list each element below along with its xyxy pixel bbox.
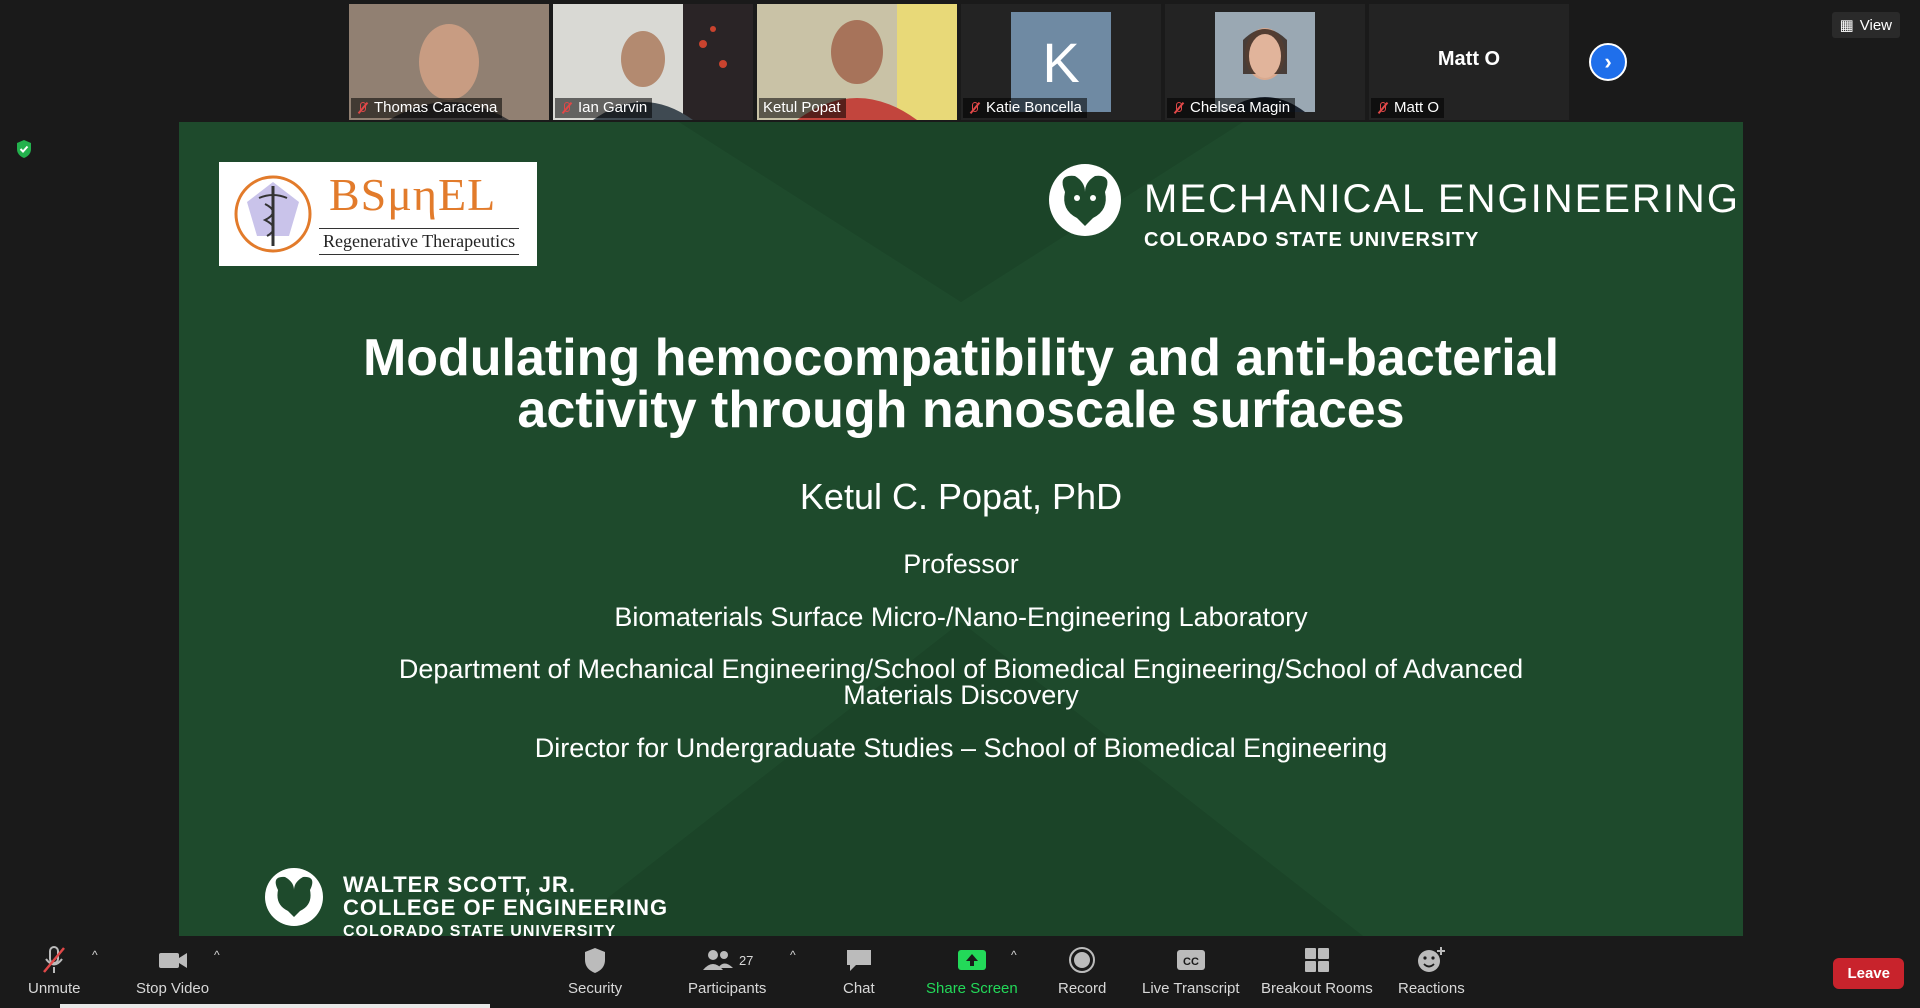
participants-button[interactable]: 27 Participants	[688, 944, 766, 997]
audio-options-caret[interactable]: ^	[92, 948, 98, 962]
mic-muted-icon	[355, 101, 369, 115]
csu-ram-logo-icon	[263, 866, 325, 928]
author-department: Department of Mechanical Engineering/School of Biomedical Engineering/School of Advanced	[398, 654, 1524, 684]
video-camera-icon	[156, 944, 190, 976]
grid-icon: ▦	[1839, 17, 1854, 34]
university-name: COLORADO STATE UNIVERSITY	[1144, 229, 1480, 251]
share-screen-icon	[956, 944, 988, 976]
participant-tile-active-speaker[interactable]	[757, 4, 957, 120]
participant-display-name: Matt O	[1437, 48, 1501, 70]
csu-ram-logo-icon	[1047, 162, 1123, 238]
mic-muted-icon	[39, 944, 69, 976]
participant-tile[interactable]	[553, 4, 753, 120]
breakout-rooms-icon	[1302, 944, 1332, 976]
svg-text:CC: CC	[1182, 956, 1199, 968]
record-button[interactable]: Record	[1058, 944, 1106, 997]
slide-title: Modulating hemocompatibility and anti-bacterial activity through nanoscale surfaces	[362, 329, 1560, 439]
author-role: Professor	[903, 549, 1019, 579]
college-name-line2: COLLEGE OF ENGINEERING	[343, 895, 669, 920]
view-button[interactable]: ▦ View	[1832, 12, 1900, 38]
shared-screen-slide	[179, 122, 1743, 936]
mic-muted-icon	[1171, 101, 1185, 115]
author-lab: Biomaterials Surface Micro-/Nano-Engineering Laboratory	[614, 602, 1308, 632]
department-title: MECHANICAL ENGINEERING	[1144, 177, 1740, 221]
chevron-right-icon: ›	[1604, 49, 1612, 74]
stop-video-button[interactable]: Stop Video	[136, 944, 209, 997]
mic-muted-icon	[1375, 101, 1389, 115]
unmute-button[interactable]: Unmute	[28, 944, 81, 997]
participant-name: Ketul Popat	[759, 98, 846, 118]
leave-button[interactable]: Leave	[1833, 958, 1904, 989]
participant-name: Ian Garvin	[555, 98, 652, 118]
participant-tile[interactable]	[961, 4, 1161, 120]
security-button[interactable]: Security	[568, 944, 622, 997]
video-options-caret[interactable]: ^	[214, 948, 220, 962]
mic-muted-icon	[967, 101, 981, 115]
participant-name: Thomas Caracena	[351, 98, 502, 118]
college-university: COLORADO STATE UNIVERSITY	[343, 923, 617, 936]
security-shield-icon	[581, 944, 609, 976]
taskbar-strip	[60, 1004, 490, 1008]
participant-name: Chelsea Magin	[1167, 98, 1295, 118]
caduceus-icon	[233, 174, 313, 254]
participant-name: Katie Boncella	[963, 98, 1087, 118]
participant-count: 27	[738, 952, 754, 968]
record-icon	[1067, 944, 1097, 976]
share-options-caret[interactable]: ^	[1011, 948, 1017, 962]
participants-icon	[701, 944, 735, 976]
participant-name: Matt O	[1371, 98, 1444, 118]
participant-tile[interactable]	[1369, 4, 1569, 120]
college-name-line1: WALTER SCOTT, JR.	[343, 872, 576, 897]
avatar: K	[1011, 12, 1111, 112]
participant-strip	[349, 4, 1569, 120]
slide-author: Ketul C. Popat, PhD	[799, 476, 1123, 517]
mic-muted-icon	[559, 101, 573, 115]
next-page-button[interactable]	[1589, 43, 1627, 81]
author-director: Director for Undergraduate Studies – School of Biomedical Engineering	[534, 733, 1388, 763]
closed-caption-icon	[1175, 944, 1207, 976]
participant-tile[interactable]	[1165, 4, 1365, 120]
author-department-cont: Materials Discovery	[843, 680, 1079, 710]
chat-bubble-icon	[844, 944, 874, 976]
reactions-button[interactable]: Reactions	[1398, 944, 1465, 997]
participants-options-caret[interactable]: ^	[790, 948, 796, 962]
meeting-toolbar	[0, 938, 1920, 1008]
emoji-reactions-icon	[1415, 944, 1447, 976]
participant-tile[interactable]	[349, 4, 549, 120]
share-screen-button[interactable]: Share Screen	[926, 944, 1018, 997]
breakout-rooms-button[interactable]: Breakout Rooms	[1261, 944, 1373, 997]
lab-logo: BSμηEL Regenerative Therapeutics	[219, 162, 537, 266]
chat-button[interactable]: Chat	[843, 944, 875, 997]
live-transcript-button[interactable]: CC Live Transcript	[1142, 944, 1240, 997]
encryption-shield-icon[interactable]	[15, 139, 33, 159]
